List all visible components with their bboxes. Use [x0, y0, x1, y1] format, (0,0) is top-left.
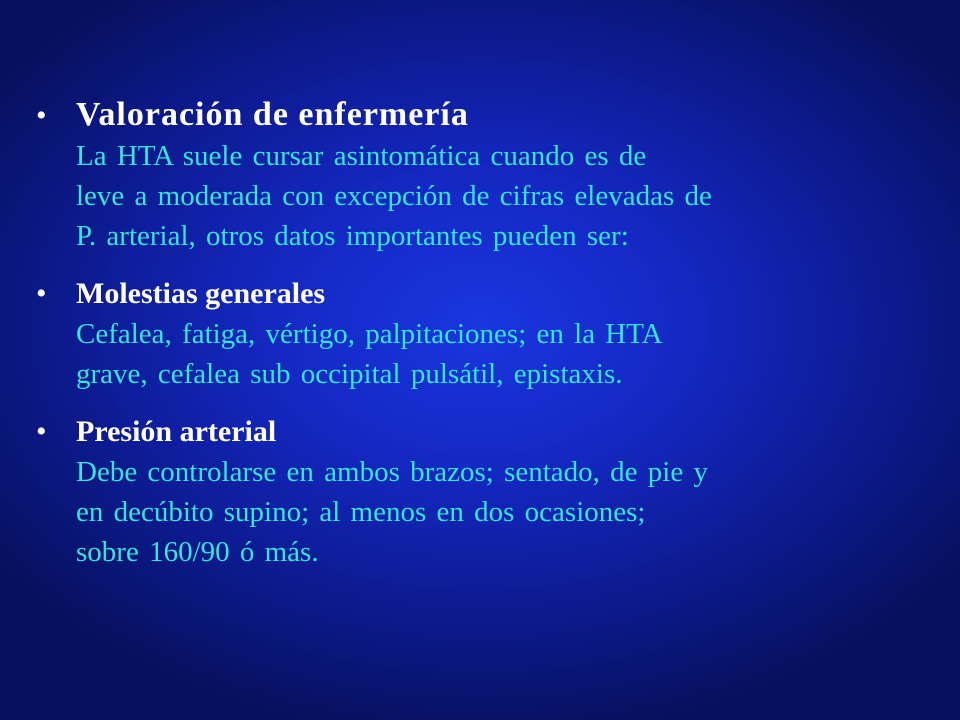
bullet-marker: • [36, 277, 47, 310]
bullet-marker: • [36, 415, 47, 448]
item-heading: Molestias generales [76, 277, 326, 310]
bullet-list [36, 94, 916, 590]
item-text-line: Cefalea, fatiga, vértigo, palpitaciones; en la HTA [76, 318, 663, 350]
item-text-line: sobre 160/90 ó más. [76, 536, 319, 568]
bullet-item-molestias [36, 274, 916, 394]
item-text-line: La HTA suele cursar asintomática cuando es de [76, 140, 647, 172]
item-text-line: en decúbito supino; al menos en dos ocasiones; [76, 496, 646, 528]
bullet-item-presion [36, 412, 916, 572]
item-text-line: Debe controlarse en ambos brazos; sentado, de pie y [76, 456, 708, 488]
item-text-line: P. arterial, otros datos importantes pueden ser: [76, 220, 629, 252]
bullet-item-valoracion [36, 94, 916, 256]
item-text-line: leve a moderada con excepción de cifras elevadas de [76, 180, 712, 212]
item-heading: Valoración de enfermería [76, 96, 469, 133]
item-text-line: grave, cefalea sub occipital pulsátil, epistaxis. [76, 358, 623, 390]
item-heading: Presión arterial [76, 415, 277, 448]
bullet-marker: • [36, 99, 47, 132]
